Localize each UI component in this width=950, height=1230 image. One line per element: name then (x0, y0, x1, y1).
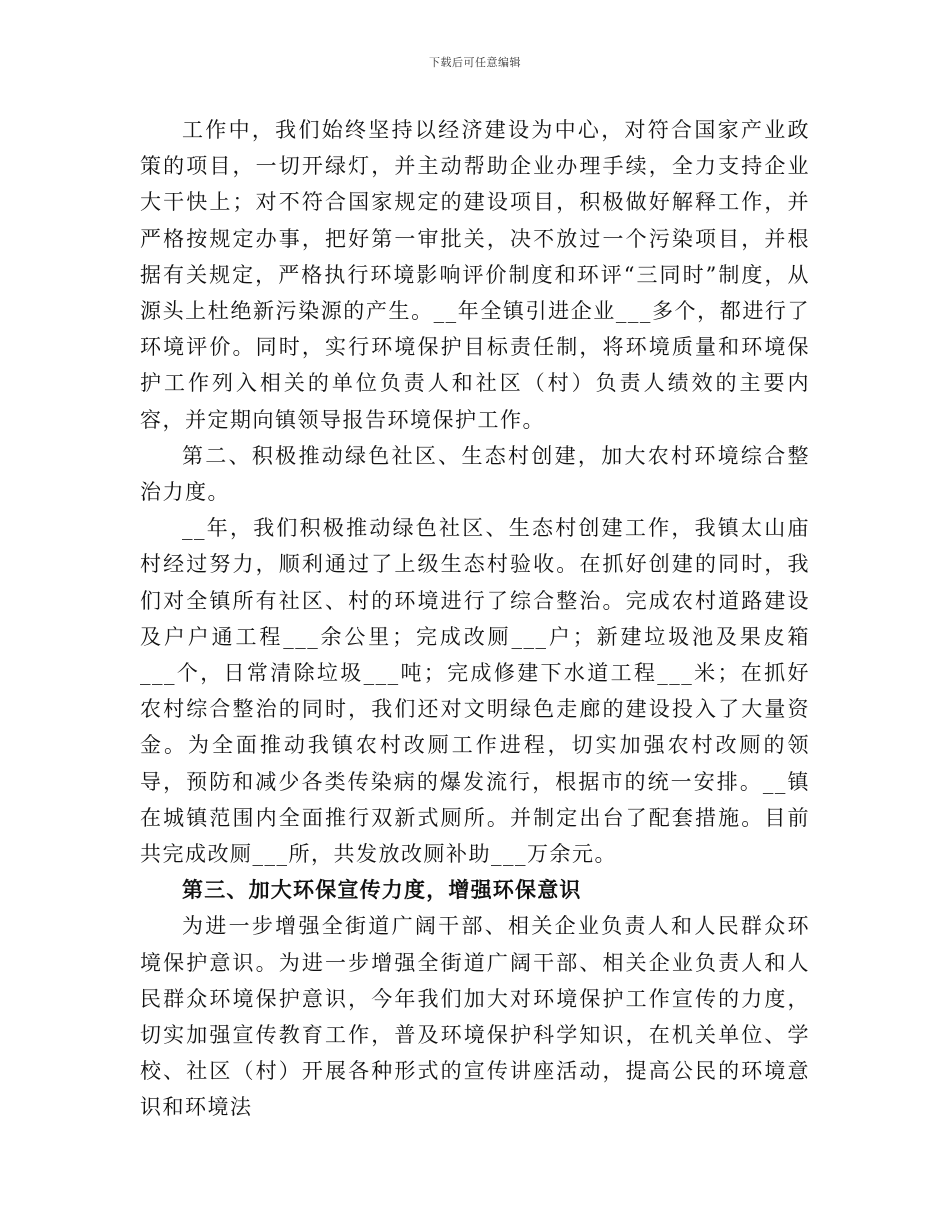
document-body (140, 112, 810, 1126)
paragraph-rural-rectification: __年，我们积极推动绿色社区、生态村创建工作，我镇太山庙村经过努力，顺利通过了上级生态村验收。在抓好创建的同时，我们对全镇所有社区、村的环境进行了综合整治。完成农村道路建设及户户通工程___余公里；完成改厕___户；新建垃圾池及果皮箱___个，日常清除垃圾___吨；完成修建下水道工程___米；在抓好农村综合整治的同时，我们还对文明绿色走廊的建设投入了大量资金。为全面推动我镇农村改厕工作进程，切实加强农村改厕的领导，预防和减少各类传染病的爆发流行，根据市的统一安排。__镇在城镇范围内全面推行双新式厕所。并制定出台了配套措施。目前共完成改厕___所，共发放改厕补助___万余元。 (140, 516, 810, 867)
paragraph-economic-review: 工作中，我们始终坚持以经济建设为中心，对符合国家产业政策的项目，一切开绿灯，并主动帮助企业办理手续，全力支持企业大干快上；对不符合国家规定的建设项目，积极做好解释工作，并严格按规定办事，把好第一审批关，决不放过一个污染项目，并根据有关规定，严格执行环境影响评价制度和环评“三同时”制度，从源头上杜绝新污染源的产生。__年全镇引进企业___多个，都进行了环境评价。同时，实行环境保护目标责任制，将环境质量和环境保护工作列入相关的单位负责人和社区（村）负责人绩效的主要内容，并定期向镇领导报告环境保护工作。 (140, 118, 810, 432)
paragraph-awareness: 为进一步增强全街道广阔干部、相关企业负责人和人民群众环境保护意识。为进一步增强全街道广阔干部、相关企业负责人和人民群众环境保护意识，今年我们加大对环境保护工作宣传的力度，切实加强宣传教育工作，普及环境保护科学知识，在机关单位、学校、社区（村）开展各种形式的宣传讲座活动，提高公民的环境意识和环境法 (140, 914, 810, 1120)
section-heading-publicity: 第三、加大环保宣传力度，增强环保意识 (182, 878, 582, 903)
section-heading-green-community: 第二、积极推动绿色社区、生态村创建，加大农村环境综合整治力度。 (140, 443, 810, 505)
header-note: 下载后可任意编辑 (429, 56, 521, 69)
